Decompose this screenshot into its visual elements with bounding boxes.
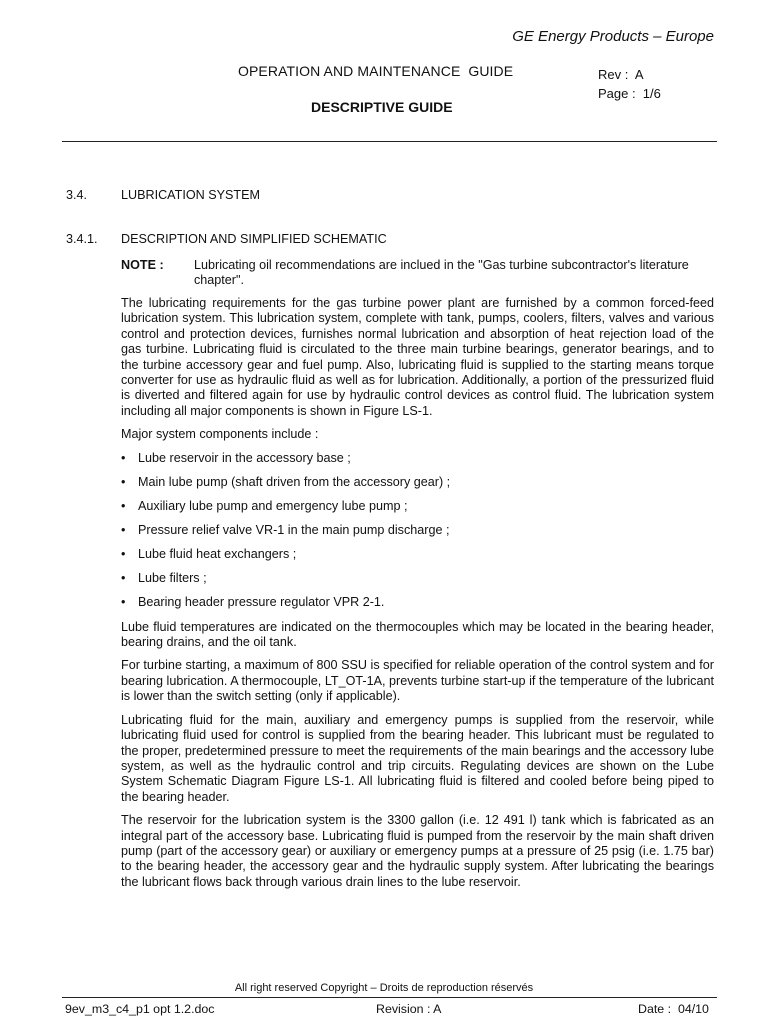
revision-label: Rev : A xyxy=(598,67,644,82)
list-item: • Lube reservoir in the accessory base ; xyxy=(121,451,714,466)
list-item: • Lube filters ; xyxy=(121,571,714,586)
footer-divider xyxy=(62,997,717,998)
brand-header: GE Energy Products – Europe xyxy=(512,28,714,45)
section-number: 3.4. xyxy=(66,188,88,202)
paragraph: The lubricating requirements for the gas turbine power plant are furnished by a common forced-feed lubrication system. This lubrication system, complete with tank, pumps, coolers, filters, valves and various control and protection devices, furnishes normal lubrication and absorption of heat rejection load of the gas turbine. Lubricating fluid is circulated to the three main turbine bearings, generator bearings, and to the turbine accessory gear and fuel pump. Also, lubricating fluid is supplied to the starting means torque converter for use as hydraulic fluid as well as for lubrication. Additionally, a portion of the pressurized fluid is diverted and filtered again for use by hydraulic control devices as control fluid. The lubrication system including all major components is shown in Figure LS-1. xyxy=(121,296,714,418)
guide-title: OPERATION AND MAINTENANCE GUIDE xyxy=(238,63,514,79)
section-title: LUBRICATION SYSTEM xyxy=(121,188,261,202)
copyright-notice: All right reserved Copyright – Droits de reproduction réservés xyxy=(234,982,534,994)
list-item: • Auxiliary lube pump and emergency lube pump ; xyxy=(121,499,714,514)
subsection-title: DESCRIPTION AND SIMPLIFIED SCHEMATIC xyxy=(121,232,387,246)
footer-revision: Revision : A xyxy=(376,1002,442,1016)
header-divider xyxy=(62,141,717,142)
list-item: • Pressure relief valve VR-1 in the main pump discharge ; xyxy=(121,523,714,538)
note-label: NOTE : xyxy=(121,258,164,272)
list-item: • Bearing header pressure regulator VPR 2-1. xyxy=(121,595,714,610)
section-heading xyxy=(0,188,768,206)
note-text: Lubricating oil recommendations are inclued in the "Gas turbine subcontractor's literature chapter". xyxy=(194,258,689,287)
subsection-heading xyxy=(0,232,768,250)
footer-date: Date : 04/10 xyxy=(638,1002,709,1016)
list-item: • Lube fluid heat exchangers ; xyxy=(121,547,714,562)
footer-filename: 9ev_m3_c4_p1 opt 1.2.doc xyxy=(65,1002,215,1016)
paragraph: Major system components include : xyxy=(121,427,319,442)
document-body xyxy=(0,188,768,898)
revision-block xyxy=(598,65,661,103)
paragraph: Lube fluid temperatures are indicated on the thermocouples which may be located in the bearing header, bearing drains, and the oil tank. xyxy=(121,619,714,650)
components-list xyxy=(121,451,714,610)
document-subtitle: DESCRIPTIVE GUIDE xyxy=(311,99,453,115)
list-item: • Main lube pump (shaft driven from the accessory gear) ; xyxy=(121,475,714,490)
paragraph: For turbine starting, a maximum of 800 SSU is specified for reliable operation of the control system and for bearing lubrication. A thermocouple, LT_OT-1A, prevents turbine start-up if the temperature of the lubricant is lower than the switch setting (only if applicable). xyxy=(121,658,714,704)
note-block xyxy=(121,258,714,288)
subsection-number: 3.4.1. xyxy=(66,232,98,246)
paragraph: Lubricating fluid for the main, auxiliary and emergency pumps is supplied from the reservoir, while lubricating fluid used for control is supplied from the bearing header. This lubricant must be regulated to the proper, predetermined pressure to meet the requirements of the main bearings and the accessory lube system, as well as the hydraulic control and trip circuits. Regulating devices are shown on the Lube System Schematic Diagram Figure LS-1. All lubricating fluid is filtered and cooled before being piped to the bearing header. xyxy=(121,712,714,804)
page-number: Page : 1/6 xyxy=(598,86,661,101)
paragraph: The reservoir for the lubrication system is the 3300 gallon (i.e. 12 491 l) tank which is fabricated as an integral part of the accessory base. Lubricating fluid is pumped from the reservoir by the main shaft driven pump (part of the accessory gear) or auxiliary or emergency pumps at a pressure of 25 psig (i.e. 1.75 bar) to the bearing header, the accessory gear and the hydraulic supply system. After lubricating the bearings the lubricant flows back through various drain lines to the lube reservoir. xyxy=(121,813,714,889)
